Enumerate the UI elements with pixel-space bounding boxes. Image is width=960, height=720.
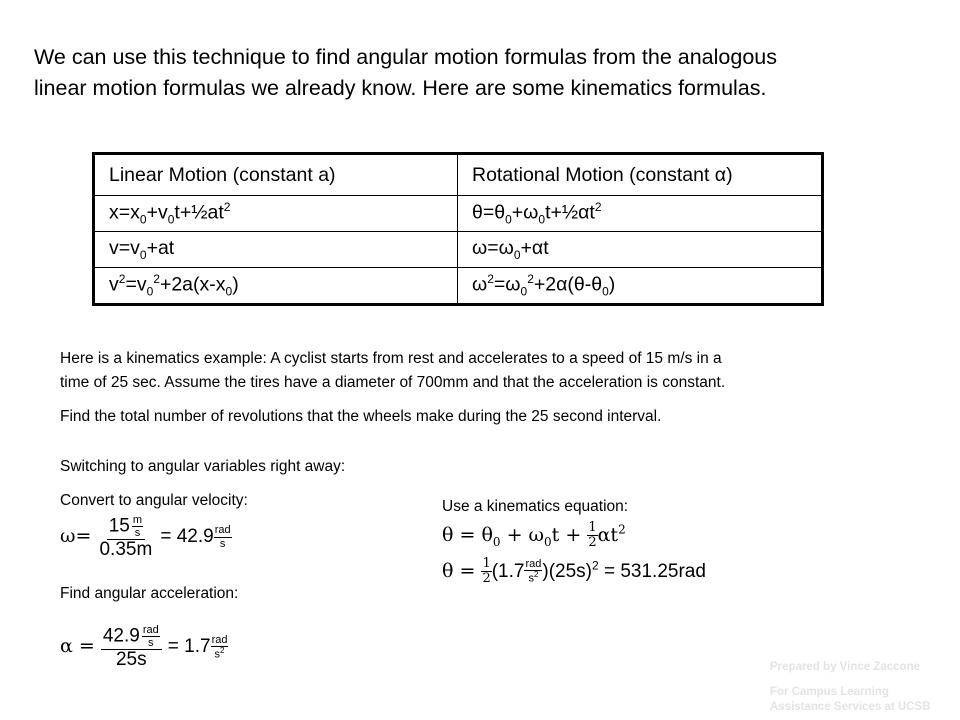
kinematics-table bbox=[92, 152, 824, 306]
example-paragraph bbox=[60, 347, 880, 395]
table-row bbox=[94, 232, 823, 268]
find-question: Find the total number of revolutions that the wheels make during the 25 second interval. bbox=[60, 408, 662, 425]
intro-line-2: linear motion formulas we already know. Here are some kinematics formulas. bbox=[34, 76, 767, 100]
formula-angular-velocity: $\omega=\omega_0+\alpha t$ bbox=[458, 232, 823, 268]
use-kinematics-label: Use a kinematics equation: bbox=[442, 498, 629, 515]
example-line-1: Here is a kinematics example: A cyclist starts from rest and accelerates to a speed of 15 m/s in a bbox=[60, 350, 722, 367]
angular-acceleration-equation: α = 42.9 $\frac{\text{rad}}{s}$ 25s = 1.7 $\frac{\text{rad}}{s^2}$ bbox=[60, 624, 228, 671]
formula-linear-velocity: $v=v_0+at$ bbox=[94, 232, 458, 268]
intro-paragraph bbox=[34, 42, 924, 104]
kinematics-equation: $\theta = \theta_0 + \omega_0t$ + $\frac{1}{2}$ $\alpha t^2$ bbox=[442, 520, 626, 551]
find-acceleration-label: Find angular acceleration: bbox=[60, 585, 239, 602]
formula-linear-position: $x=x_0+v_0t+\frac{1}{2}at^2$ bbox=[94, 196, 458, 232]
header-rotational: Rotational Motion (constant α) bbox=[458, 154, 823, 196]
angular-velocity-equation: ω= 15 $\frac{m}{s}$ 0.35m = 42.9 $\frac{\text{rad}}{s}$ bbox=[60, 514, 231, 561]
table-row bbox=[94, 268, 823, 305]
credit-for-line-2: Assistance Services at UCSB bbox=[770, 701, 931, 713]
angle-result-equation: θ = $\frac{1}{2}$ (1.7 $\frac{\text{rad}}{s^2}$ )$(25s)^2 = 531.25rad$ bbox=[442, 556, 706, 587]
convert-label: Convert to angular velocity: bbox=[60, 492, 248, 509]
header-linear: Linear Motion (constant a) bbox=[94, 154, 458, 196]
formula-linear-velocity-squared: $v^2=v_0^2+2a(x-x_0)$ bbox=[94, 268, 458, 305]
credit-prepared-by: Prepared by Vince Zaccone bbox=[770, 661, 920, 673]
credit-for bbox=[770, 685, 930, 715]
intro-line-1: We can use this technique to find angular motion formulas from the analogous bbox=[34, 45, 777, 69]
example-line-2: time of 25 sec. Assume the tires have a diameter of 700mm and that the acceleration is constant. bbox=[60, 374, 726, 391]
switching-label: Switching to angular variables right away: bbox=[60, 458, 346, 475]
credit-for-line-1: For Campus Learning bbox=[770, 686, 889, 698]
table-header-row bbox=[94, 154, 823, 196]
table-row bbox=[94, 196, 823, 232]
formula-angular-position: $\theta=\theta_0+\omega_0t+\frac{1}{2}\alpha t^2$ bbox=[458, 196, 823, 232]
formula-angular-velocity-squared: $\omega^2=\omega_0^2+2\alpha(\theta-\theta_0)$ bbox=[458, 268, 823, 305]
